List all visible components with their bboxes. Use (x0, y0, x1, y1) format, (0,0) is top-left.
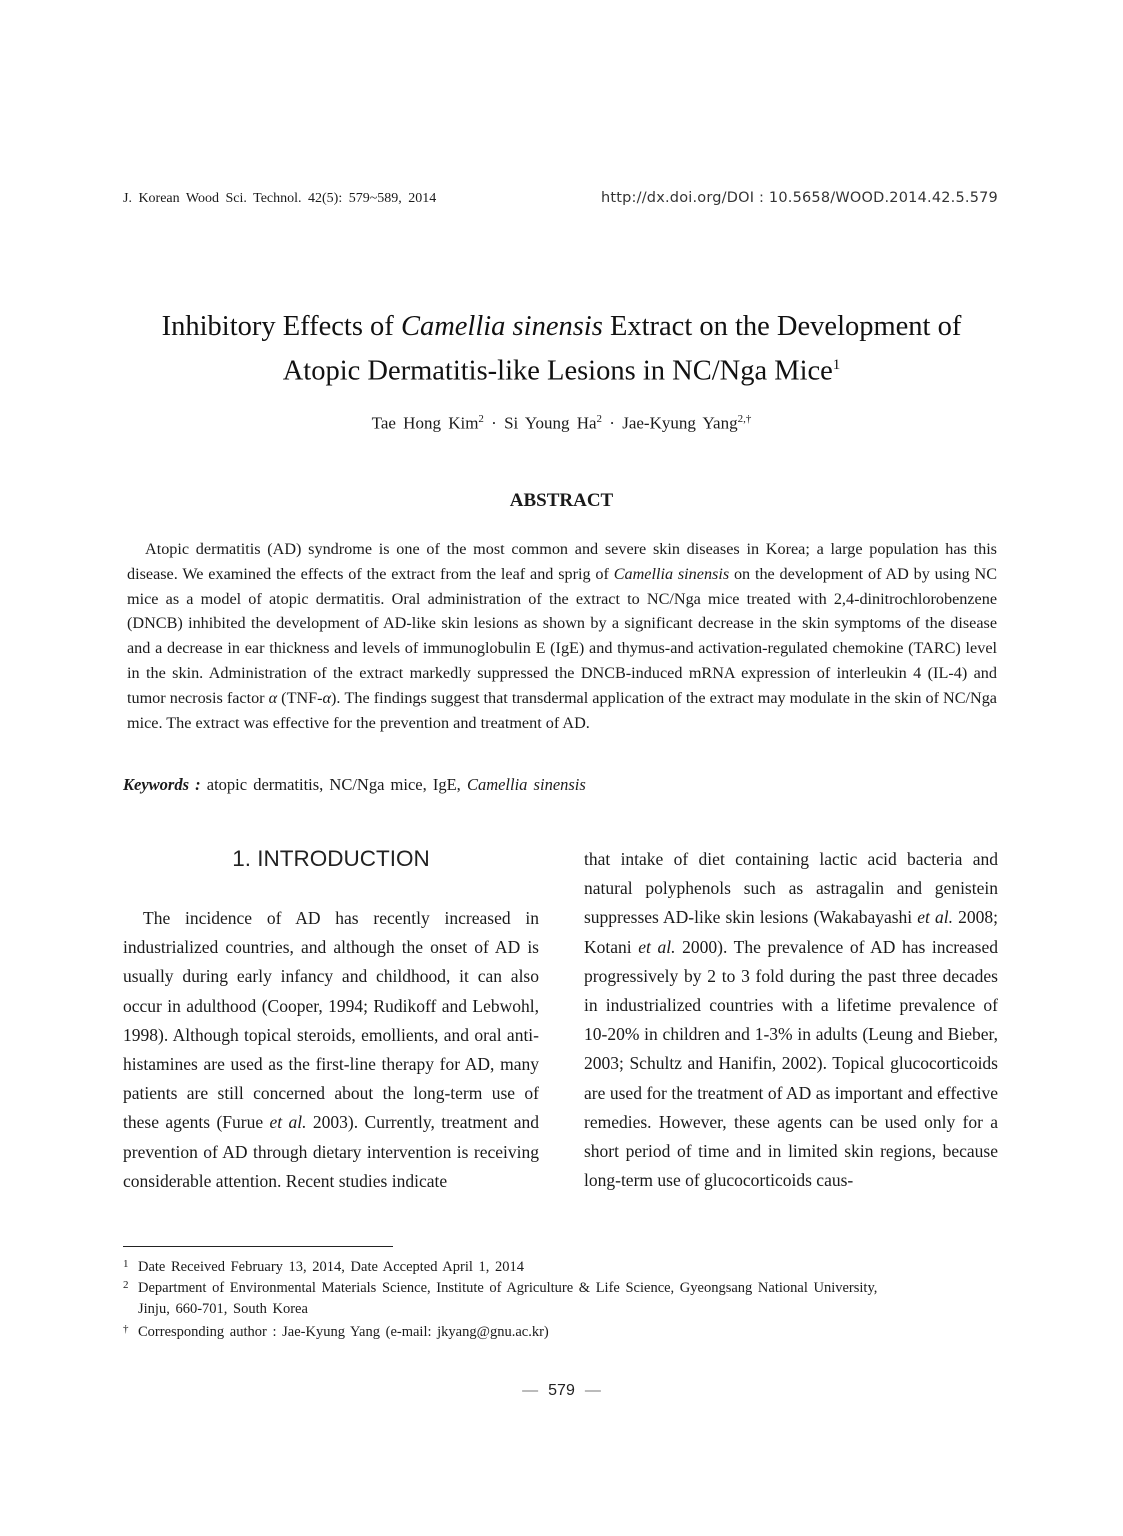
keywords-list: atopic dermatitis, NC/Nga mice, IgE, (206, 775, 467, 794)
author-name: Si Young Ha (504, 413, 597, 433)
page-dash: — (522, 1382, 539, 1399)
journal-citation: J. Korean Wood Sci. Technol. 42(5): 579~589, 2014 (123, 191, 437, 206)
page-number-value: 579 (548, 1382, 575, 1399)
author-name: Tae Hong Kim (371, 413, 479, 433)
footnote-mark: 1 (123, 1258, 129, 1270)
abstract-body (127, 537, 997, 735)
citation-etal: et al. (269, 1112, 307, 1133)
author-affiliation-mark: 2 (478, 413, 484, 425)
footnote-text-continued: Jinju, 660-701, South Korea (138, 1301, 308, 1317)
page-dash: — (584, 1382, 601, 1399)
author-separator: · (609, 413, 615, 433)
footnote-2 (123, 1275, 999, 1320)
author-affiliation-mark: 2 (596, 413, 603, 425)
doi-link[interactable]: http://dx.doi.org/DOI : 10.5658/WOOD.2014.42.5.579 (600, 190, 998, 206)
keywords (123, 775, 586, 795)
footnote-mark: 2 (123, 1279, 129, 1291)
abstract-heading: ABSTRACT (509, 490, 614, 511)
page-number (0, 1382, 1123, 1400)
intro-text: 2003). Currently, treatment and prevention of AD through dietary intervention is receiving considerable attention. Recent studies indicate (123, 1112, 539, 1191)
title-species: Camellia sinensis (400, 311, 603, 342)
paper-title (60, 308, 1063, 391)
title-text-2: Extract on the Development of (602, 311, 962, 342)
footnote-divider (123, 1246, 393, 1247)
citation-etal: et al. (638, 936, 676, 957)
alpha-symbol: α (322, 688, 332, 707)
abstract-text: (TNF- (277, 688, 323, 707)
abstract-text: on the development of AD by using NC mice as a model of atopic dermatitis. Oral administration of the extract to NC/Nga mice treated with 2,4-dinitrochlorobenzene (DNCB) inhibited the development of AD-like skin lesions as shown by a significant decrease in the skin symptoms of the disease and a decrease in ear thickness and levels of immunoglobulin E (IgE) and thymus-and activation-regulated chemokine (TARC) level in the skin. Administration of the extract markedly suppressed the DNCB-induced mRNA expression of interleukin 4 (IL-4) and tumor necrosis factor (127, 564, 997, 707)
title-text-1: Inhibitory Effects of (161, 311, 401, 342)
citation-etal: et al. (917, 907, 954, 928)
keywords-species: Camellia sinensis (466, 775, 586, 794)
author-name: Jae-Kyung Yang (622, 413, 738, 433)
author-affiliation-mark: 2,† (737, 413, 752, 425)
intro-text: 2008; Kotani (584, 907, 998, 957)
footnote-text: Corresponding author : Jae-Kyung Yang (e-mail: jkyang@gnu.ac.kr) (138, 1324, 549, 1340)
footnote-text: Date Received February 13, 2014, Date Accepted April 1, 2014 (138, 1259, 525, 1275)
intro-column-left (123, 904, 539, 1196)
abstract-text: Atopic dermatitis (AD) syndrome is one of the most common and severe skin diseases in Korea; a large population has this disease. We examined the effects of the extract from the leaf and sprig of (127, 540, 997, 583)
section-heading-introduction: 1. INTRODUCTION (232, 846, 430, 871)
title-line-2: Atopic Dermatitis-like Lesions in NC/Nga Mice (282, 355, 833, 387)
title-footnote-mark: 1 (832, 357, 841, 373)
intro-text: that intake of diet containing lactic acid bacteria and natural polyphenols such as astragalin and genistein suppresses AD-like skin lesions (Wakabayashi (584, 849, 998, 928)
intro-column-right (584, 845, 998, 1195)
alpha-symbol: α (268, 688, 278, 707)
intro-text: The incidence of AD has recently increased in industrialized countries, and although the onset of AD is usually during early infancy and childhood, it can also occur in adulthood (Cooper, 1994; Rudikoff and Lebwohl, 1998). Although topical steroids, emollients, and oral anti-histamines are used as the first-line therapy for AD, many patients are still concerned about the long-term use of these agents (Furue (123, 908, 539, 1133)
author-list (60, 413, 1063, 434)
abstract-species: Camellia sinensis (613, 564, 730, 583)
author-separator: · (491, 413, 497, 433)
footnote-text: Department of Environmental Materials Science, Institute of Agriculture & Life Science, Gyeongsang National University, (138, 1280, 878, 1296)
footnote-mark: † (123, 1323, 129, 1335)
intro-text: 2000). The prevalence of AD has increased progressively by 2 to 3 fold during the past three decades in industrialized countries with a lifetime prevalence of 10-20% in children and 1-3% in adults (Leung and Bieber, 2003; Schultz and Hanifin, 2002). Topical glucocorticoids are used for the treatment of AD as important and effective remedies. However, these agents can be used only for a short period of time and in limited skin regions, because long-term use of glucocorticoids caus- (584, 936, 998, 1191)
abstract-text: ). The findings suggest that transdermal application of the extract may modulate in the skin of NC/Nga mice. The extract was effective for the prevention and treatment of AD. (127, 688, 997, 732)
footnote-3 (123, 1319, 999, 1343)
keywords-label: Keywords : (123, 775, 201, 794)
